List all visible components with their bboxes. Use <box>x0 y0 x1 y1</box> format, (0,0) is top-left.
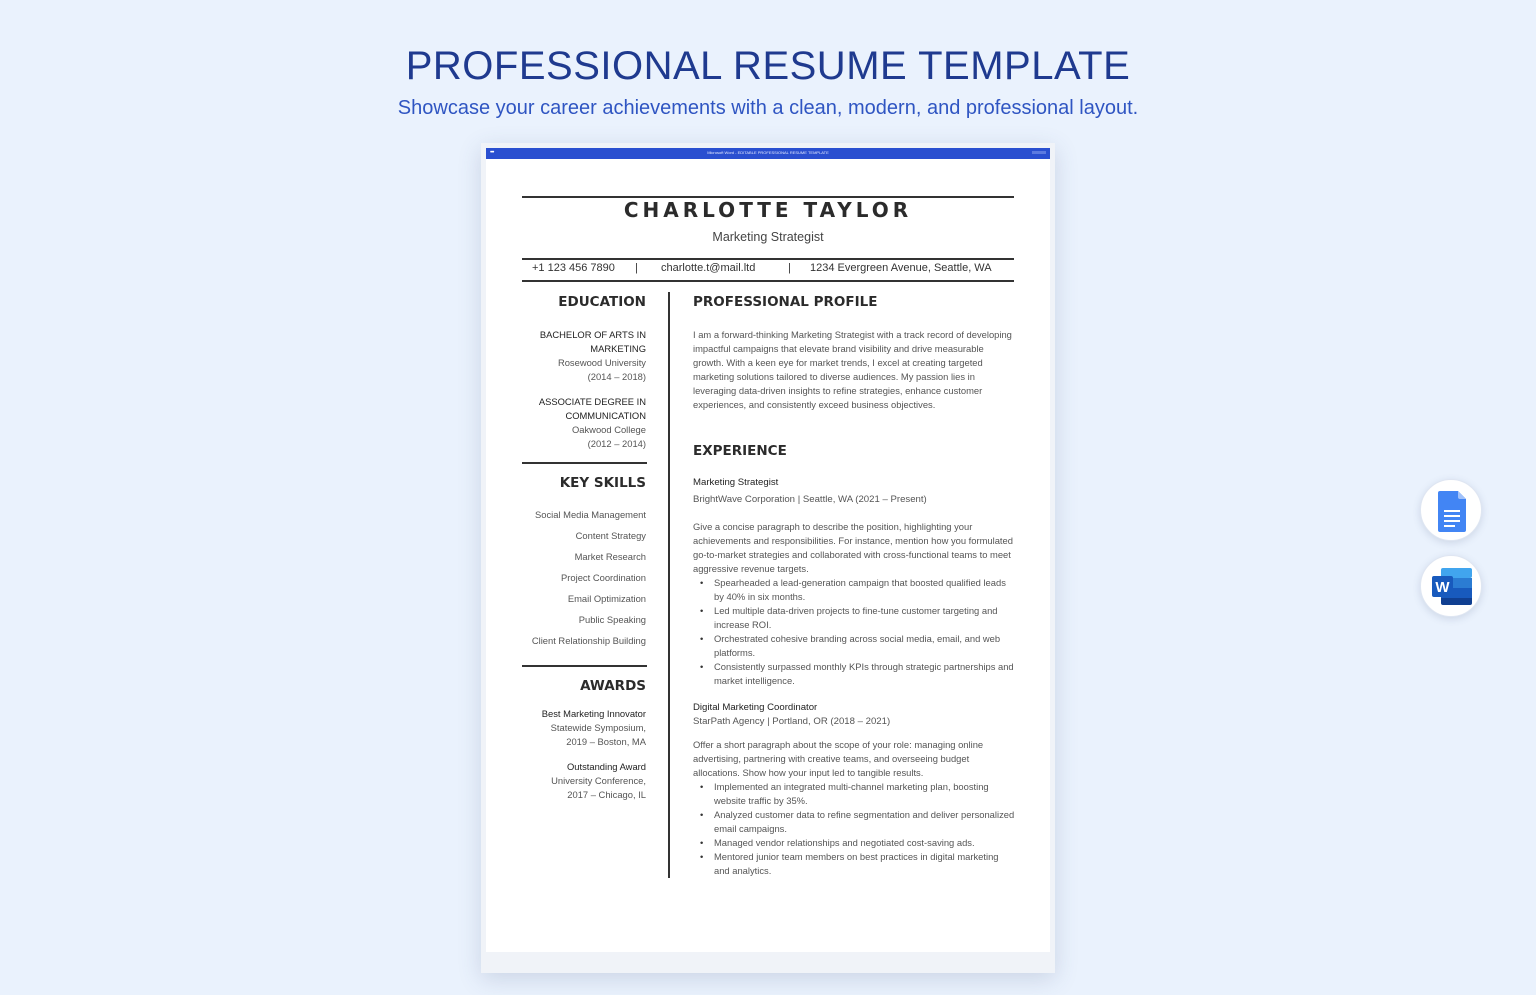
education-years: (2012 – 2014) <box>587 438 646 449</box>
education-years: (2014 – 2018) <box>587 371 646 382</box>
education-item <box>539 395 646 451</box>
skill-item: Social Media Management <box>535 509 646 520</box>
profile-heading: PROFESSIONAL PROFILE <box>693 294 878 310</box>
contact-email: charlotte.t@mail.ltd <box>661 262 756 274</box>
job-title: Digital Marketing Coordinator <box>693 702 818 713</box>
list-item: • Consistently surpassed monthly KPIs through strategic partnerships and market intelligence. <box>693 660 1015 688</box>
skill-item: Client Relationship Building <box>531 635 646 646</box>
resume-role: Marketing Strategist <box>712 230 824 244</box>
list-item: • Managed vendor relationships and negotiated cost-saving ads. <box>693 836 1015 850</box>
microsoft-word-button[interactable] <box>1420 555 1482 617</box>
education-item <box>540 328 646 384</box>
job-bullets <box>693 780 1015 878</box>
job-meta: BrightWave Corporation | Seattle, WA (2021 – Present) <box>693 494 927 505</box>
contact-rule-top <box>522 258 1014 260</box>
skill-item: Market Research <box>574 551 646 562</box>
skills-rule <box>522 462 647 464</box>
contact-separator: | <box>788 262 791 274</box>
awards-rule <box>522 665 647 667</box>
window-dots-icon: ••• <box>490 150 494 156</box>
experience-heading: EXPERIENCE <box>693 443 787 459</box>
list-item: • Orchestrated cohesive branding across social media, email, and web platforms. <box>693 632 1015 660</box>
job-bullets <box>693 576 1015 688</box>
education-school: Oakwood College <box>571 424 646 435</box>
contact-address: 1234 Evergreen Avenue, Seattle, WA <box>810 262 992 274</box>
skill-item: Public Speaking <box>578 614 646 625</box>
google-docs-button[interactable] <box>1420 479 1482 541</box>
education-degree: COMMUNICATION <box>565 410 646 421</box>
list-item: • Spearheaded a lead-generation campaign that boosted qualified leads by 40% in six months. <box>693 576 1015 604</box>
window-controls-icon <box>1032 151 1046 154</box>
skill-item: Content Strategy <box>575 530 646 541</box>
resume-document[interactable] <box>486 148 1050 952</box>
contact-rule-bottom <box>522 280 1014 282</box>
list-item: • Led multiple data-driven projects to fine-tune customer targeting and increase ROI. <box>693 604 1015 632</box>
contact-separator: | <box>635 262 638 274</box>
window-title-bar <box>486 148 1050 159</box>
job-summary: Offer a short paragraph about the scope of your role: managing online advertising, partnering with creative teams, and overseeing budget allocations. Show how your input led to tangible results. <box>693 739 984 778</box>
education-degree: BACHELOR OF ARTS IN <box>539 329 646 340</box>
list-item: • Analyzed customer data to refine segmentation and deliver personalized email campaigns. <box>693 808 1015 836</box>
award-name: Best Marketing Innovator <box>541 708 646 719</box>
education-degree: ASSOCIATE DEGREE IN <box>538 396 646 407</box>
word-letter: W <box>1435 579 1450 596</box>
google-docs-icon <box>1421 480 1483 542</box>
education-degree: MARKETING <box>590 343 646 354</box>
skills-heading: KEY SKILLS <box>559 475 646 491</box>
award-date: 2017 – Chicago, IL <box>567 789 646 800</box>
job-summary: Give a concise paragraph to describe the position, highlighting your achievements and responsibilities. For instance, mention how you formulated go-to-market strategies and collaborated with cross-functional teams to meet aggressive revenue targets. <box>693 521 1013 574</box>
column-divider <box>668 292 670 878</box>
job-title: Marketing Strategist <box>693 477 779 488</box>
skill-item: Email Optimization <box>567 593 646 604</box>
microsoft-word-icon <box>1421 556 1483 618</box>
list-item: • Implemented an integrated multi-channel marketing plan, boosting website traffic by 35%. <box>693 780 1015 808</box>
contact-phone: +1 123 456 7890 <box>532 262 615 274</box>
window-title: Microsoft Word - EDITABLE PROFESSIONAL RESUME TEMPLATE <box>707 150 829 155</box>
award-event: Statewide Symposium, <box>550 722 646 733</box>
education-school: Rosewood University <box>557 357 646 368</box>
resume-name: CHARLOTTE TAYLOR <box>623 198 913 222</box>
page-title: PROFESSIONAL RESUME TEMPLATE <box>405 44 1131 88</box>
skill-item: Project Coordination <box>561 572 646 583</box>
job-meta: StarPath Agency | Portland, OR (2018 – 2021) <box>693 716 891 727</box>
award-date: 2019 – Boston, MA <box>566 736 646 747</box>
award-event: University Conference, <box>551 775 646 786</box>
profile-text: I am a forward-thinking Marketing Strategist with a track record of developing impactful campaigns that elevate brand visibility and drive measurable growth. With a keen eye for market trends, I excel at creating targeted marketing solutions tailored to diverse audiences. My passion lies in leveraging data-driven insights to refine strategies, enhance customer experiences, and consistently exceed business objectives. <box>693 329 1012 410</box>
education-heading: EDUCATION <box>558 294 646 310</box>
award-name: Outstanding Award <box>566 761 646 772</box>
award-item <box>551 760 646 802</box>
page-subtitle: Showcase your career achievements with a clean, modern, and professional layout. <box>397 97 1139 119</box>
list-item: • Mentored junior team members on best practices in digital marketing and analytics. <box>693 850 1015 878</box>
award-item <box>542 707 646 749</box>
awards-heading: AWARDS <box>580 678 646 694</box>
